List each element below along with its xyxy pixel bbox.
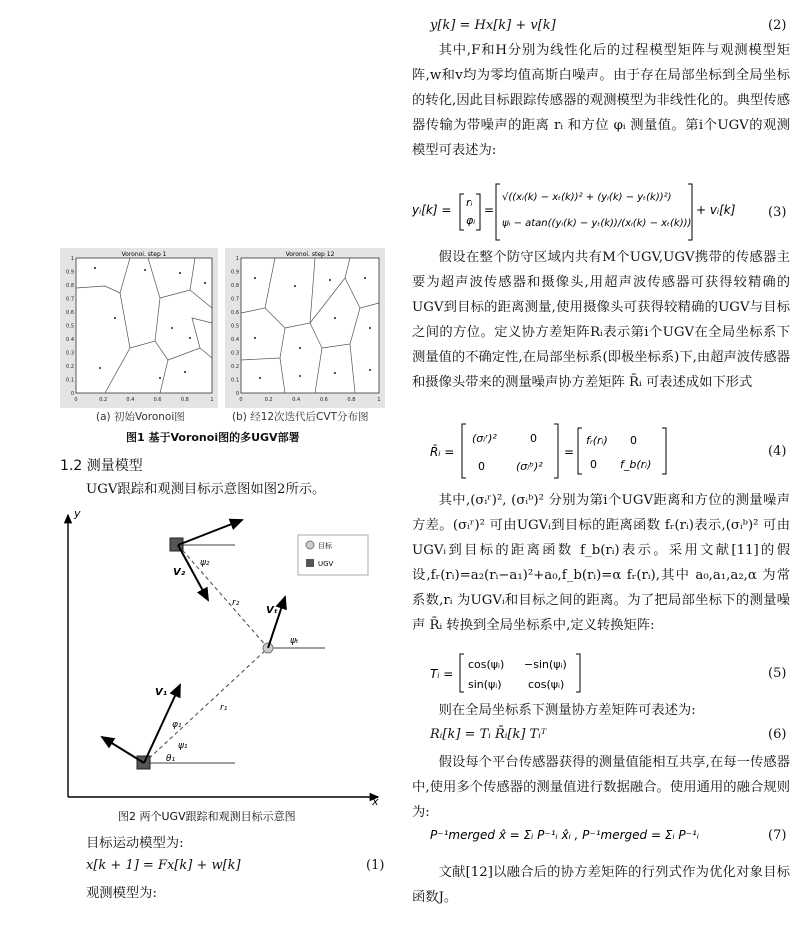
tick-label: 0.6: [153, 397, 162, 403]
equation-1-number: (1): [366, 858, 385, 873]
svg-text:=: =: [564, 445, 575, 459]
paragraph-2: 假设在整个防守区域内共有M个UGV,UGV携带的传感器主要为超声波传感器和摄像头,用超声波传感器可获得较精确的UGV到目标的距离测量,使用摄像头可获得较精确的UGV与目标之间的方位。定义协方差矩阵Rᵢ表示第i个UGV在全局坐标系下测量值的不确定性,在局部坐标系(即极坐标系)下,由超声波传感器和摄像头带来的测量噪声协方差矩阵 R̄ᵢ 可表述成如下形式: [412, 250, 790, 390]
phi1-label: φ₁: [172, 720, 182, 730]
svg-text:√((xᵢ(k) − xₜ(k))² + (yᵢ(k) −: √((xᵢ(k) − xₜ(k))² + (yᵢ(k) − yₜ(k))²): [502, 192, 672, 203]
tick-label: 0.1: [66, 377, 74, 384]
y-axis-label: y: [74, 507, 81, 520]
equation-2: y[k] = Hx[k] + v[k]: [430, 18, 556, 33]
panel-a-title: Voronoi. step 1: [121, 251, 167, 258]
tracking-diagram: [60, 505, 390, 805]
tick-label: 0.8: [66, 283, 74, 289]
svg-text:R̄ᵢ =: R̄ᵢ =: [430, 445, 455, 459]
tick-label: 0.2: [231, 364, 239, 370]
tick-label: 0.3: [66, 350, 74, 357]
section-heading: 1.2 测量模型: [60, 458, 143, 474]
tick-label: 0: [70, 391, 74, 397]
x-axis-label: x: [372, 795, 379, 805]
tick-label: 0.9: [231, 269, 239, 276]
paragraph-4: 则在全局坐标系下测量协方差矩阵可表述为:: [438, 703, 696, 718]
obs-model-text: 观测模型为:: [86, 886, 157, 901]
svg-text:Tᵢ =: Tᵢ =: [430, 667, 454, 681]
voronoi-plots: [60, 248, 385, 408]
panel-b-title: Voronoi. step 12: [285, 251, 335, 258]
svg-text:fᵣ(rᵢ): fᵣ(rᵢ): [586, 434, 608, 447]
svg-text:f_b(rᵢ): f_b(rᵢ): [620, 458, 652, 471]
figure-1: [60, 248, 385, 408]
equation-6: Rᵢ[k] = Tᵢ R̄ᵢ[k] Tᵢᵀ: [430, 727, 547, 742]
equation-1: x[k + 1] = Fx[k] + w[k]: [86, 858, 241, 873]
svg-text:0: 0: [630, 434, 637, 447]
equation-4: [430, 420, 730, 482]
fig1-subcaption-b: (b) 经12次迭代后CVT分布图: [232, 411, 369, 423]
paragraph-1: 其中,F和H分别为线性化后的过程模型矩阵与观测模型矩阵,w和v均为零均值高斯白噪声。由于存在局部坐标到全局坐标的转化,因此目标跟踪传感器的观测模型为非线性化的。典型传感器传输为带噪声的距离 rᵢ 和方位 φᵢ 测量值。第i个UGV的观测模型可表述为:: [412, 43, 790, 158]
tick-label: 1: [235, 256, 239, 262]
svg-text:cos(ψᵢ): cos(ψᵢ): [528, 678, 565, 691]
r1-label: r₁: [220, 703, 228, 713]
equation-3-number: (3): [768, 205, 787, 220]
v2-label: V₂: [173, 567, 186, 578]
svg-text:0: 0: [478, 460, 485, 473]
intro-text: UGV跟踪和观测目标示意图如图2所示。: [86, 482, 326, 497]
vt-label: Vₜ: [266, 605, 278, 616]
tick-label: 0.4: [126, 397, 135, 403]
equation-6-number: (6): [768, 727, 787, 742]
tick-label: 0.9: [66, 269, 74, 276]
psi2-label: ψ₂: [200, 558, 210, 568]
svg-text:+ vᵢ[k]: + vᵢ[k]: [696, 203, 736, 217]
svg-text:rᵢ: rᵢ: [466, 196, 473, 209]
paragraph-5: 假设每个平台传感器获得的测量值能相互共享,在每一传感器中,使用多个传感器的测量值进行数据融合。使用通用的融合规则为:: [412, 755, 790, 820]
equation-5: [430, 650, 730, 696]
fig2-caption: 图2 两个UGV跟踪和观测目标示意图: [118, 810, 296, 823]
tick-label: 0: [235, 391, 239, 397]
figure-2: [60, 505, 390, 805]
svg-text:−sin(ψᵢ): −sin(ψᵢ): [524, 658, 567, 671]
svg-text:ψᵢ − atan((yᵢ(k) − yₜ(k))/(xᵢ(: ψᵢ − atan((yᵢ(k) − yₜ(k))/(xᵢ(k) − xₜ(k))): [502, 218, 692, 229]
tick-label: 0.4: [66, 337, 74, 343]
tick-label: 1: [70, 256, 74, 262]
theta1-label: θ₁: [166, 754, 176, 764]
tick-label: 0.4: [292, 397, 301, 403]
equation-7: [430, 814, 750, 854]
svg-text:(σᵢʳ)²: (σᵢʳ)²: [472, 432, 497, 445]
psit-label: ψₜ: [290, 636, 299, 646]
tick-label: 0.8: [347, 397, 356, 403]
tick-label: 1: [210, 397, 214, 403]
svg-text:yᵢ[k] =: yᵢ[k] =: [412, 203, 452, 217]
tick-label: 0.8: [180, 397, 189, 403]
tick-label: 0: [74, 397, 78, 403]
tick-label: 0.2: [99, 397, 108, 403]
equation-7-number: (7): [768, 828, 787, 843]
svg-text:=: =: [484, 203, 495, 217]
tick-label: 0.7: [231, 296, 239, 303]
tick-label: 0: [239, 397, 243, 403]
svg-text:0: 0: [590, 458, 597, 471]
legend-target: 目标: [318, 542, 332, 550]
equation-3: [412, 180, 772, 242]
tick-label: 0.4: [231, 337, 239, 343]
svg-text:φᵢ: φᵢ: [466, 214, 476, 227]
svg-text:(σᵢᵇ)²: (σᵢᵇ)²: [516, 460, 543, 473]
fig1-caption: 图1 基于Voronoi图的多UGV部署: [126, 431, 300, 444]
tick-label: 0.3: [231, 350, 239, 357]
tick-label: 0.1: [231, 377, 239, 384]
paragraph-6: 文献[12]以融合后的协方差矩阵的行列式作为优化对象目标函数J。: [412, 865, 790, 905]
tick-label: 0.5: [66, 323, 74, 330]
tick-label: 0.8: [231, 283, 239, 289]
fig1-subcaption-a: (a) 初始Voronoi图: [96, 411, 185, 423]
svg-text:cos(ψᵢ): cos(ψᵢ): [468, 658, 505, 671]
tick-label: 0.6: [319, 397, 328, 403]
svg-text:sin(ψᵢ): sin(ψᵢ): [468, 678, 502, 691]
tick-label: 1: [377, 397, 381, 403]
r2-label: r₂: [232, 598, 240, 608]
target-model-text: 目标运动模型为:: [86, 836, 184, 851]
equation-5-number: (5): [768, 666, 787, 681]
psi1-label: ψ₁: [178, 741, 188, 751]
svg-text:P⁻¹merged x̂ = Σᵢ P⁻¹ᵢ x̂ᵢ ,: P⁻¹merged x̂ = Σᵢ P⁻¹ᵢ x̂ᵢ , P⁻¹merged = Σᵢ P⁻¹ᵢ: [430, 828, 699, 842]
tick-label: 0.7: [66, 296, 74, 303]
tick-label: 0.2: [66, 364, 74, 370]
paragraph-3: 其中,(σᵢʳ)², (σᵢᵇ)² 分别为第i个UGV距离和方位的测量噪声方差。(σᵢʳ)² 可由UGVᵢ到目标的距离函数 fᵣ(rᵢ)表示,(σᵢᵇ)² 可由UGVᵢ到目标的距离函数 f_b(rᵢ)表示。采用文献[11]的假设,fᵣ(rᵢ)=a₂(rᵢ−a₁)²+a₀,f_b(rᵢ)=α fᵣ(rᵢ),其中 a₀,a₁,a₂,α 为常系数,rᵢ 为UGVᵢ和目标之间的距离。为了把局部坐标下的测量噪声 R̄ᵢ 转换到全局坐标系中,定义转换矩阵:: [412, 493, 790, 633]
legend-ugv: UGV: [318, 560, 334, 568]
tick-label: 0.6: [231, 310, 239, 316]
v1-label: V₁: [155, 687, 168, 698]
tick-label: 0.5: [231, 323, 239, 330]
tick-label: 0.2: [264, 397, 273, 403]
tick-label: 0.6: [66, 310, 74, 316]
equation-2-number: (2): [768, 18, 787, 33]
svg-text:0: 0: [530, 432, 537, 445]
equation-4-number: (4): [768, 444, 787, 459]
